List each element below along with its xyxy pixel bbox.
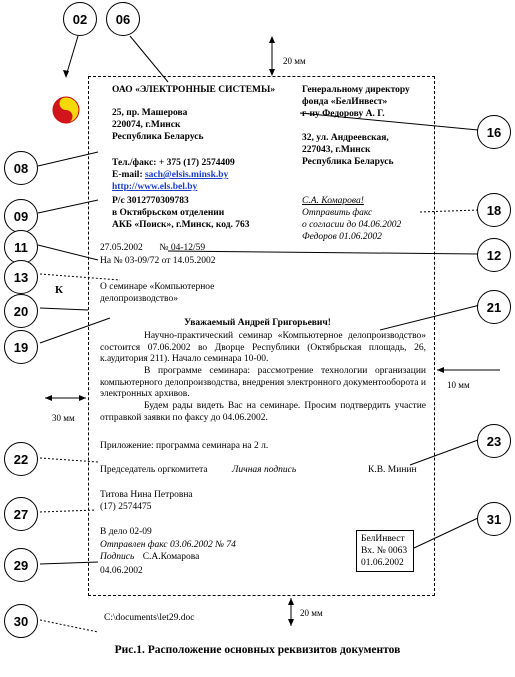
- org-name: ОАО «ЭЛЕКТРОННЫЕ СИСТЕМЫ»: [112, 85, 276, 95]
- addressee-line-6: Республика Беларусь: [302, 157, 394, 167]
- website-link[interactable]: http://www.els.bel.by: [112, 182, 198, 192]
- body-paragraph-2: В программе семинара: рассмотрение технологии организации компьютерного делопроизводства, внедрения электронного документооборота и электронных архивов.: [100, 366, 426, 399]
- company-logo: [53, 97, 79, 123]
- dim-right: 10 мм: [447, 380, 470, 390]
- stamp-line-2: Вх. № 0063: [361, 546, 408, 556]
- marker-16: 16: [477, 115, 511, 149]
- attachment: Приложение: программа семинара на 2 л.: [100, 441, 269, 451]
- executor-phone: (17) 2574475: [100, 502, 152, 512]
- marker-29: 29: [4, 548, 38, 582]
- marker-09: 09: [4, 199, 38, 233]
- file-note-line-4: 04.06.2002: [100, 566, 143, 576]
- figure-caption: Рис.1. Расположение основных реквизитов документов: [114, 644, 401, 656]
- addressee-line-5: 227043, г.Минск: [302, 145, 371, 155]
- email-link[interactable]: sach@elsis.minsk.by: [144, 170, 229, 180]
- email-label: E-mail:: [112, 170, 143, 180]
- marker-19: 19: [4, 330, 38, 364]
- signature-sign: Личная подпись: [232, 465, 297, 475]
- org-address-3: Республика Беларусь: [112, 132, 204, 142]
- marker-11: 11: [4, 230, 38, 264]
- bank-account: Р/с 3012770309783: [112, 196, 189, 206]
- marker-30: 30: [4, 604, 38, 638]
- marker-31: 31: [477, 502, 511, 536]
- reg-reference: На № 03-09/72 от 14.05.2002: [100, 256, 216, 266]
- org-email-row: [112, 170, 228, 181]
- file-note-sign-label: Подпись: [100, 552, 135, 562]
- body-paragraph-1: Научно-практический семинар «Компьютерное делопроизводство» состоится 07.06.2002 во Дворце Республики (Октябрьская площадь, 26, к.аудитория 211). Начало семинара 10-00.: [100, 331, 426, 364]
- marker-22: 22: [4, 442, 38, 476]
- org-address-2: 220074, г.Минск: [112, 120, 181, 130]
- file-note-line-1: В дело 02-09: [100, 527, 152, 537]
- file-note-sign-name: С.А.Комарова: [142, 552, 200, 562]
- reg-date-number: 27.05.2002 № 04-12/59: [100, 243, 206, 253]
- marker-08: 08: [4, 151, 38, 185]
- marker-06: 06: [106, 2, 140, 36]
- addressee-line-4: 32, ул. Андреевская,: [302, 133, 389, 143]
- file-note-line-3: [100, 552, 199, 563]
- marker-12: 12: [477, 238, 511, 272]
- resolution-line-3: о согласии до 04.06.2002: [302, 220, 402, 230]
- addressee-line-1: Генеральному директору: [302, 85, 410, 95]
- marker-20: 20: [4, 294, 38, 328]
- salutation: Уважаемый Андрей Григорьевич!: [184, 318, 331, 328]
- dim-left: 30 мм: [52, 413, 75, 423]
- org-address-1: 25, пр. Машерова: [112, 108, 188, 118]
- resolution-line-2: Отправить факс: [302, 208, 373, 218]
- bank-branch: в Октябрьском отделении: [112, 208, 225, 218]
- resolution-line-4: Федоров 01.06.2002: [302, 232, 382, 242]
- stamp-line-3: 01.06.2002: [361, 558, 404, 568]
- subject-line-2: делопроизводство»: [100, 294, 178, 304]
- addressee-line-3: г-ну Федорову А. Г.: [302, 109, 385, 119]
- org-tel: Тел./факс: + 375 (17) 2574409: [112, 158, 235, 168]
- signature-name: К.В. Минин: [368, 465, 417, 475]
- body-paragraph-3: Будем рады видеть Вас на семинаре. Просим подтвердить участие отправкой заявки по факсу до 04.06.2002.: [100, 401, 426, 423]
- marker-13: 13: [4, 260, 38, 294]
- signature-position: Председатель оргкомитета: [100, 465, 208, 475]
- dim-top: 20 мм: [283, 56, 306, 66]
- executor-name: Титова Нина Петровна: [100, 490, 193, 500]
- letter-k: К: [55, 284, 63, 296]
- file-note-line-2: Отправлен факс 03.06.2002 № 74: [100, 540, 236, 550]
- bank-name: АКБ «Поиск», г.Минск, код. 763: [112, 220, 250, 230]
- subject-line-1: О семинаре «Компьютерное: [100, 282, 215, 292]
- file-path: C:\documents\let29.doc: [104, 613, 195, 623]
- stamp-line-1: БелИнвест: [361, 534, 405, 544]
- marker-27: 27: [4, 497, 38, 531]
- marker-18: 18: [477, 193, 511, 227]
- dim-bottom: 20 мм: [300, 608, 323, 618]
- resolution-line-1: С.А. Комарова!: [302, 196, 364, 206]
- marker-02: 02: [63, 2, 97, 36]
- marker-21: 21: [477, 290, 511, 324]
- marker-23: 23: [477, 424, 511, 458]
- addressee-line-2: фонда «БелИнвест»: [302, 97, 388, 107]
